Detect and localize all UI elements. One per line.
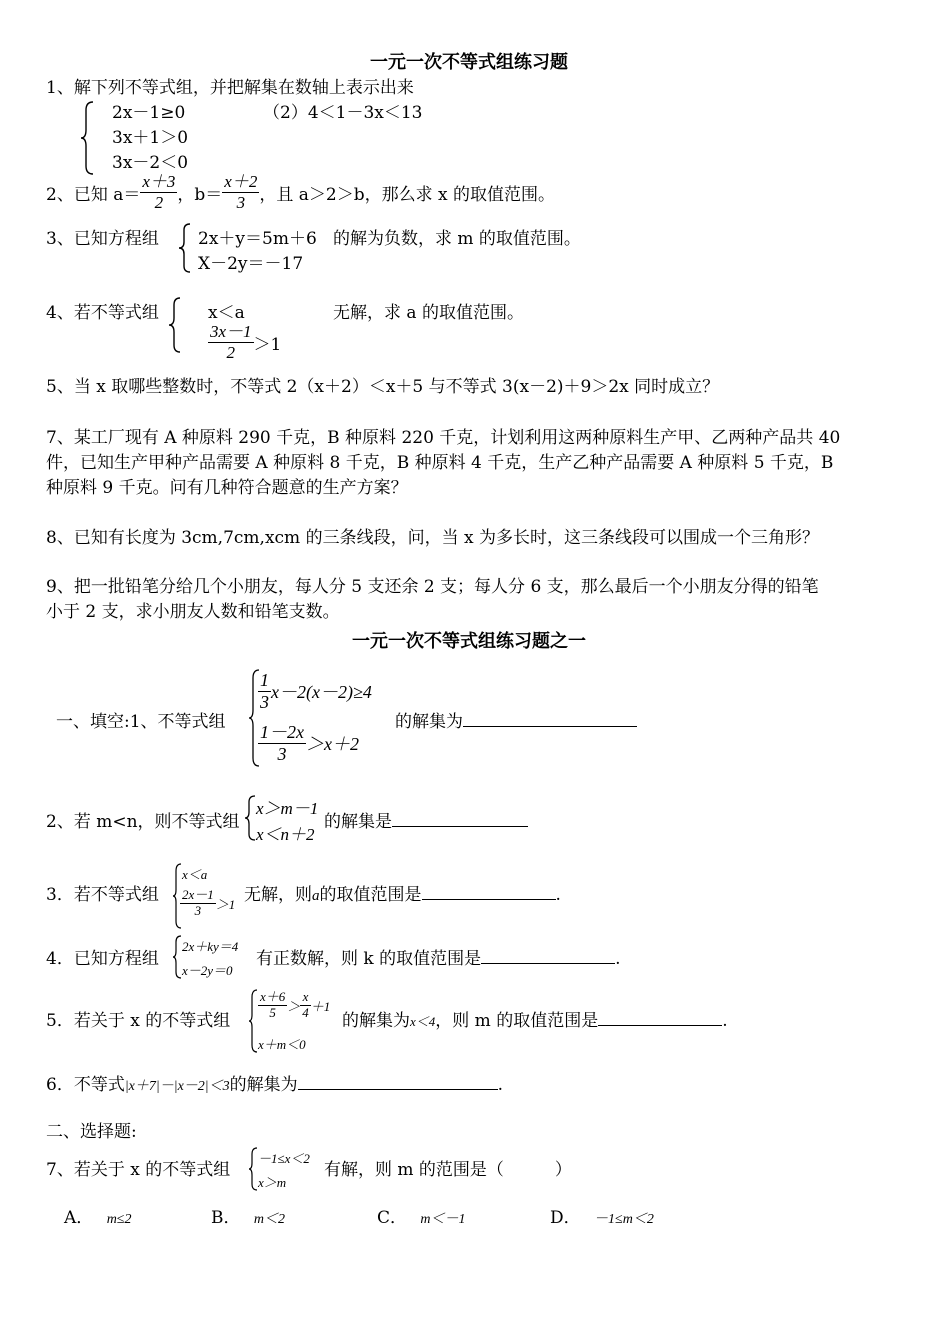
s3-ineq-1: x＜a (182, 867, 208, 882)
question-9-line-1: 9、把一批铅笔分给几个小朋友，每人分 5 支还余 2 支；每人分 6 支，那么最后一个小朋友分得的铅笔 (46, 577, 819, 597)
s7-ineq-2: x＞m (258, 1175, 287, 1190)
s7-prefix: 7、若关于 x 的不等式组 (46, 1160, 231, 1180)
option-expression: －1≤m＜2 (594, 1212, 654, 1227)
page-title: 一元一次不等式组练习题 (370, 52, 568, 73)
s6-answer-blank[interactable] (298, 1071, 498, 1090)
option-label: A． (64, 1208, 94, 1228)
question-8: 8、已知有长度为 3cm,7cm,xcm 的三条线段，问，当 x 为多长时，这三条线段可以围成一个三角形？ (46, 528, 819, 548)
s1-ineq-1 (258, 670, 372, 712)
section-2-heading: 二、选择题: (46, 1122, 137, 1142)
s4-end: . (615, 949, 621, 969)
s6-end: . (497, 1075, 504, 1095)
q1-ineq-1: 2x－1≥0 (112, 103, 186, 123)
s2-ineq-1: x＞m－1 (256, 799, 319, 818)
option-d[interactable] (550, 1203, 654, 1228)
question-9-line-2: 小于 2 支，求小朋友人数和铅笔支数。 (46, 602, 340, 622)
q2-fraction-b-num: x＋2 (224, 172, 258, 191)
s3-answer-blank[interactable] (422, 881, 556, 900)
s1-ineq-1-rest: x－2(x－2)≥4 (271, 682, 372, 703)
q4-fraction-den: 2 (226, 342, 236, 362)
option-c[interactable] (377, 1203, 466, 1228)
s1-answer-blank[interactable] (463, 708, 637, 727)
left-brace-icon (80, 100, 96, 176)
s5-mid: 的解集为 (342, 1011, 410, 1031)
s1-prefix: 一、填空:1、不等式组 (56, 712, 226, 732)
q3-eq-2: X－2y＝－17 (198, 254, 304, 274)
left-brace-icon (178, 222, 192, 274)
s5-suffix: ，则 m 的取值范围是 (435, 1011, 599, 1031)
s6-group (46, 1070, 503, 1095)
q2-fraction-a-den: 2 (154, 192, 164, 212)
question-7-line-3: 种原料 9 千克。问有几种符合题意的生产方案？ (46, 478, 408, 498)
question-3-prefix: 3、已知方程组 (46, 229, 159, 249)
s1-fraction-2 (258, 722, 306, 764)
q3-eq-1: 2x＋y＝5m＋6 (198, 229, 317, 249)
left-brace-icon (168, 296, 182, 354)
question-2 (46, 172, 555, 212)
question-7-line-2: 件，已知生产甲种产品需要 A 种原料 8 千克，B 种原料 4 千克，生产乙种产品需要 A 种原料 5 千克，B (46, 453, 834, 473)
s1-suffix-group (395, 707, 637, 732)
question-5: 5、当 x 取哪些整数时，不等式 2（x＋2）＜x＋5 与不等式 3(x－2)＋9＞2x 同时成立？ (46, 377, 720, 397)
s6-expression: |x＋7|－|x－2|＜3 (124, 1079, 230, 1094)
option-label: D． (550, 1208, 581, 1228)
option-b[interactable] (211, 1203, 285, 1228)
s3-gt: ＞1 (215, 896, 236, 912)
q4-ineq-2 (208, 322, 281, 362)
s3-mid: 无解，则 (244, 885, 312, 905)
s4-eq-1: 2x＋ky＝4 (182, 939, 239, 954)
s1-fraction-2-num: 1－2x (260, 722, 304, 742)
s4-eq-2: x－2y＝0 (182, 963, 233, 978)
q1-sub-2: （2）4＜1－3x＜13 (263, 103, 423, 123)
s5-plus: ＋1 (310, 998, 331, 1014)
s3-fraction-den: 3 (194, 902, 202, 918)
q2-suffix: ，且 a＞2＞b，那么求 x 的取值范围。 (259, 184, 555, 205)
s5-fraction-2 (300, 990, 311, 1021)
q4-gt: ＞1 (253, 334, 282, 355)
q4-suffix: 无解，求 a 的取值范围。 (333, 303, 524, 323)
s6-prefix: 6．不等式 (46, 1075, 125, 1095)
s1-fraction-1-den: 3 (260, 691, 269, 712)
s5-fraction-1-num: x＋6 (260, 989, 286, 1004)
q2-fraction-b-den: 3 (236, 192, 246, 212)
s1-ineq-2-rest: ＞x＋2 (306, 734, 359, 755)
question-1: 1、解下列不等式组，并把解集在数轴上表示出来 (46, 78, 414, 98)
option-label: B． (211, 1208, 241, 1228)
q4-ineq-1: x＜a (208, 303, 245, 323)
s1-suffix: 的解集为 (395, 712, 463, 732)
s2-ineq-2: x＜n＋2 (256, 825, 315, 844)
s2-prefix: 2、若 m<n，则不等式组 (46, 812, 240, 832)
s5-gt: ＞ (287, 998, 301, 1014)
s1-fraction-1 (258, 670, 271, 712)
option-label: C． (377, 1208, 408, 1228)
section-title: 一元一次不等式组练习题之一 (352, 631, 586, 652)
left-brace-icon (248, 1146, 258, 1192)
left-brace-icon (244, 794, 256, 842)
s5-suffix-group (342, 1006, 728, 1031)
q3-suffix: 的解为负数，求 m 的取值范围。 (333, 229, 581, 249)
s3-end: . (555, 885, 561, 905)
option-expression: m≤2 (106, 1212, 132, 1227)
s3-fraction (180, 888, 216, 919)
s5-fraction-2-num: x (300, 990, 311, 1006)
q1-ineq-3: 3x－2＜0 (112, 153, 189, 173)
q2-fraction-b (222, 172, 259, 212)
s1-fraction-1-num: 1 (260, 670, 269, 690)
s5-fraction-1-den: 5 (269, 1004, 276, 1020)
q2-fraction-a (140, 172, 177, 212)
s3-prefix: 3．若不等式组 (46, 885, 159, 905)
option-expression: m＜－1 (420, 1212, 466, 1227)
left-brace-icon (172, 934, 182, 980)
s7-suffix: 有解，则 m 的范围是（ ） (324, 1160, 572, 1180)
q2-prefix: 2、已知 a＝ (46, 184, 141, 205)
q2-mid: ，b＝ (177, 184, 223, 205)
s4-answer-blank[interactable] (481, 945, 615, 964)
s7-ineq-1: －1≤x＜2 (258, 1151, 310, 1166)
s5-fraction-2-den: 4 (302, 1004, 309, 1020)
s3-ineq-2 (180, 888, 235, 919)
q2-fraction-a-num: x＋3 (142, 172, 176, 191)
s5-fraction-1 (258, 990, 287, 1021)
s5-end: . (722, 1011, 728, 1031)
s3-var: a (312, 888, 320, 904)
s5-answer-blank[interactable] (598, 1007, 722, 1026)
s2-answer-blank[interactable] (392, 808, 528, 827)
question-7-line-1: 7、某工厂现有 A 种原料 290 千克，B 种原料 220 千克，计划利用这两种原料生产甲、乙两种产品共 40 (46, 428, 841, 448)
s5-ineq-2: x＋m＜0 (258, 1037, 306, 1052)
s5-ineq-1 (258, 990, 330, 1021)
s3-suffix: 的取值范围是 (319, 885, 422, 905)
s4-suffix-group (256, 944, 621, 969)
s5-prefix: 5．若关于 x 的不等式组 (46, 1011, 231, 1031)
question-4-prefix: 4、若不等式组 (46, 303, 159, 323)
s1-fraction-2-den: 3 (277, 743, 287, 764)
s6-suffix: 的解集为 (229, 1075, 298, 1095)
q4-fraction (208, 322, 254, 362)
s4-suffix: 有正数解，则 k 的取值范围是 (256, 949, 482, 969)
q4-fraction-num: 3x－1 (210, 322, 252, 341)
s3-fraction-num: 2x－1 (182, 887, 214, 902)
left-brace-icon (248, 988, 258, 1054)
s1-ineq-2 (258, 722, 359, 764)
s4-prefix: 4．已知方程组 (46, 949, 159, 969)
s2-suffix: 的解集是 (324, 812, 392, 832)
s5-condition: x＜4 (410, 1014, 436, 1029)
q1-ineq-2: 3x＋1＞0 (112, 128, 189, 148)
option-a[interactable] (64, 1203, 131, 1228)
option-expression: m＜2 (253, 1212, 286, 1227)
s2-suffix-group (324, 807, 528, 832)
s3-suffix-group (244, 880, 561, 905)
